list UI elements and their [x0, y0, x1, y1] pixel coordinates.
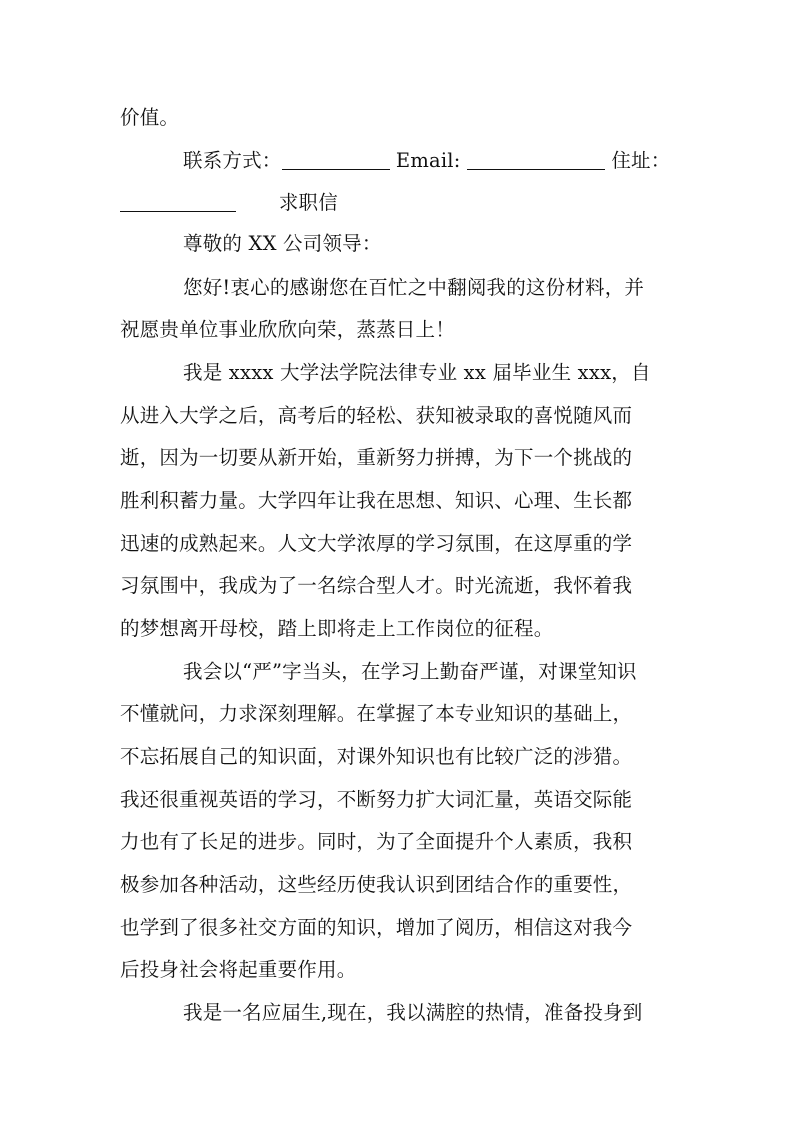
salutation: 尊敬的 XX 公司领导：	[183, 232, 382, 255]
paragraph-line: 价值。	[120, 106, 180, 129]
contact-blank[interactable]	[282, 147, 390, 170]
paragraph-line: 我是 xxxx 大学法学院法律专业 xx 届毕业生 xxx，自	[183, 361, 651, 384]
paragraph-line: 您好!衷心的感谢您在百忙之中翻阅我的这份材料，并	[183, 276, 645, 299]
address-heading-line	[120, 183, 680, 223]
paragraph-line: 不忘拓展自己的知识面，对课外知识也有比较广泛的涉猎。	[120, 745, 633, 768]
paragraph-line: 的梦想离开母校，踏上即将走上工作岗位的征程。	[120, 617, 554, 640]
paragraph-line: 也学到了很多社交方面的知识，增加了阅历，相信这对我今	[120, 916, 633, 939]
paragraph-line: 后投身社会将起重要作用。	[120, 958, 357, 981]
paragraph-line: 力也有了长足的进步。同时，为了全面提升个人素质，我积	[120, 830, 633, 853]
address-label: 住址：	[611, 149, 671, 172]
letter-heading: 求职信	[278, 191, 338, 214]
paragraph-line: 逝，因为一切要从新开始，重新努力拼搏，为下一个挑战的	[120, 446, 633, 469]
paragraph-line: 我是一名应届生,现在，我以满腔的热情，准备投身到	[183, 1001, 643, 1024]
paragraph-line: 我会以“严”字当头，在学习上勤奋严谨，对课堂知识	[183, 660, 637, 683]
contact-label: 联系方式：	[183, 149, 282, 172]
paragraph-line: 极参加各种活动，这些经历使我认识到团结合作的重要性，	[120, 873, 633, 896]
paragraph-line: 不懂就问，力求深刻理解。在掌握了本专业知识的基础上，	[120, 702, 633, 725]
address-blank[interactable]	[120, 189, 236, 212]
paragraph-line: 从进入大学之后，高考后的轻松、获知被录取的喜悦随风而	[120, 404, 633, 427]
paragraph-line: 习氛围中，我成为了一名综合型人才。时光流逝，我怀着我	[120, 574, 633, 597]
paragraph-line: 我还很重视英语的学习，不断努力扩大词汇量，英语交际能	[120, 788, 633, 811]
email-label: Email:	[395, 149, 461, 172]
paragraph-line: 胜利积蓄力量。大学四年让我在思想、知识、心理、生长都	[120, 489, 633, 512]
email-blank[interactable]	[467, 147, 605, 170]
paragraph-line: 祝愿贵单位事业欣欣向荣，蒸蒸日上！	[120, 318, 455, 341]
contact-line	[183, 141, 680, 181]
paragraph-line: 迅速的成熟起来。人文大学浓厚的学习氛围，在这厚重的学	[120, 532, 633, 555]
